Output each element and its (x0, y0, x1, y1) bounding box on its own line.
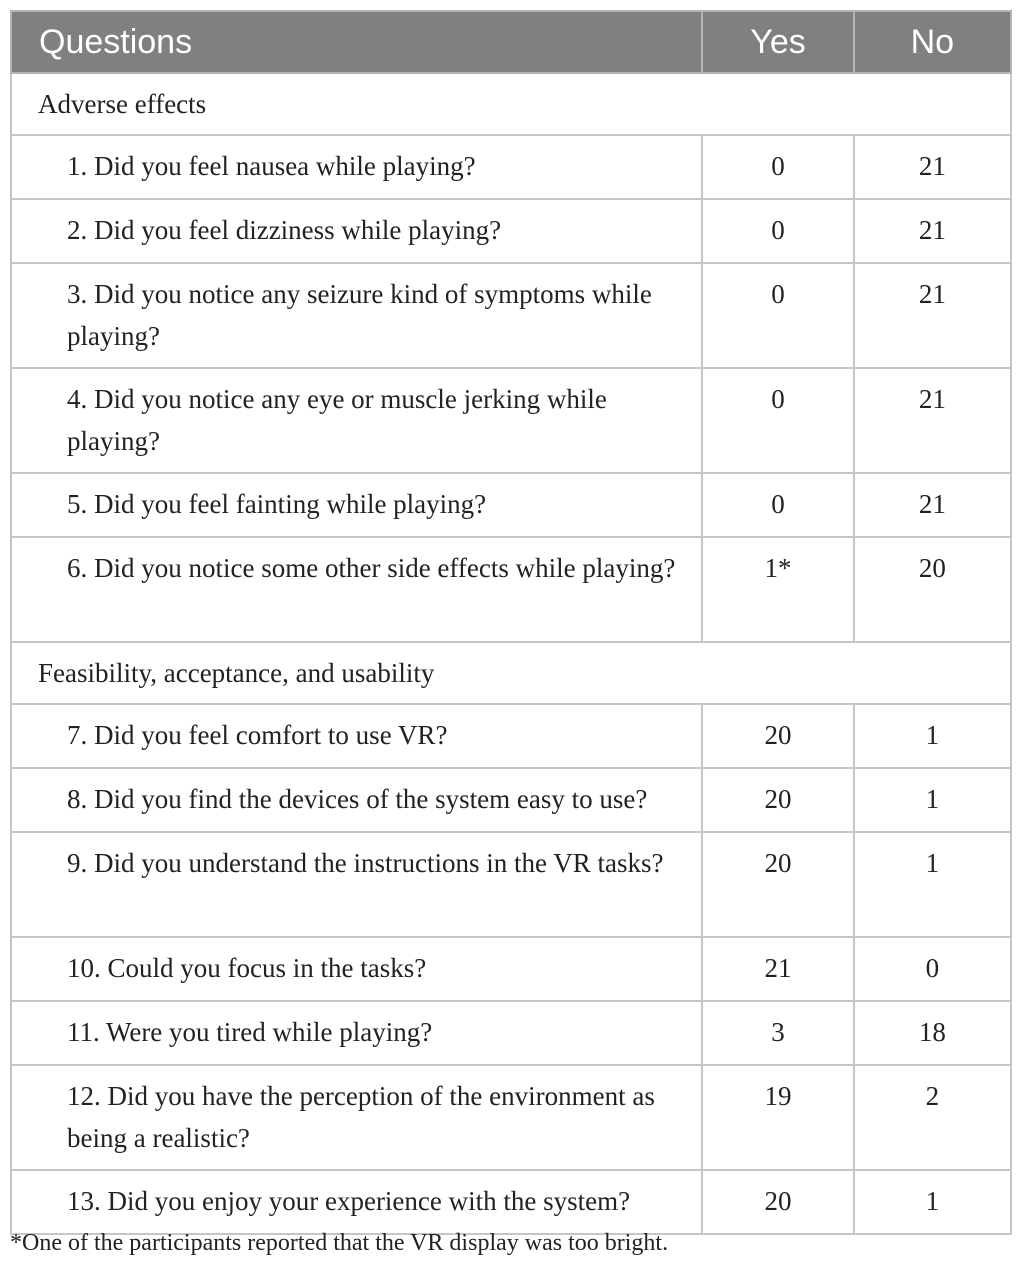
section-title: Adverse effects (11, 73, 1011, 135)
header-questions: Questions (11, 11, 702, 73)
header-no: No (854, 11, 1011, 73)
no-count-cell: 1 (854, 768, 1011, 832)
table-row (11, 473, 1011, 537)
question-cell: 10. Could you focus in the tasks? (11, 937, 702, 1001)
question-cell: 1. Did you feel nausea while playing? (11, 135, 702, 199)
yes-count-cell: 19 (702, 1065, 853, 1170)
no-count-cell: 21 (854, 135, 1011, 199)
question-cell: 8. Did you find the devices of the system easy to use? (11, 768, 702, 832)
table-row (11, 1001, 1011, 1065)
table-header-row (11, 11, 1011, 73)
yes-count-cell: 1* (702, 537, 853, 642)
yes-count-cell: 20 (702, 768, 853, 832)
question-cell: 12. Did you have the perception of the environment as being a realistic? (11, 1065, 702, 1170)
question-cell: 13. Did you enjoy your experience with the system? (11, 1170, 702, 1234)
table-row (11, 704, 1011, 768)
question-cell: 3. Did you notice any seizure kind of symptoms while playing? (11, 263, 702, 368)
question-cell: 9. Did you understand the instructions in the VR tasks? (11, 832, 702, 937)
yes-count-cell: 20 (702, 1170, 853, 1234)
yes-count-cell: 0 (702, 135, 853, 199)
section-header-adverse-effects (11, 73, 1011, 135)
header-yes: Yes (702, 11, 853, 73)
no-count-cell: 1 (854, 1170, 1011, 1234)
yes-count-cell: 20 (702, 704, 853, 768)
table-row (11, 1065, 1011, 1170)
section-header-feasibility (11, 642, 1011, 704)
question-cell: 6. Did you notice some other side effects while playing? (11, 537, 702, 642)
table-row (11, 768, 1011, 832)
section-title: Feasibility, acceptance, and usability (11, 642, 1011, 704)
no-count-cell: 21 (854, 199, 1011, 263)
table-row (11, 1170, 1011, 1234)
question-cell: 2. Did you feel dizziness while playing? (11, 199, 702, 263)
table-footnote: *One of the participants reported that the VR display was too bright. (10, 1230, 669, 1256)
no-count-cell: 0 (854, 937, 1011, 1001)
table-row (11, 537, 1011, 642)
table-row (11, 832, 1011, 937)
table-row (11, 263, 1011, 368)
yes-count-cell: 0 (702, 473, 853, 537)
no-count-cell: 20 (854, 537, 1011, 642)
no-count-cell: 1 (854, 832, 1011, 937)
yes-count-cell: 20 (702, 832, 853, 937)
yes-count-cell: 0 (702, 199, 853, 263)
question-cell: 4. Did you notice any eye or muscle jerking while playing? (11, 368, 702, 473)
no-count-cell: 21 (854, 263, 1011, 368)
no-count-cell: 21 (854, 473, 1011, 537)
table-row (11, 199, 1011, 263)
question-cell: 11. Were you tired while playing? (11, 1001, 702, 1065)
yes-count-cell: 3 (702, 1001, 853, 1065)
survey-results-table (10, 10, 1012, 1235)
yes-count-cell: 21 (702, 937, 853, 1001)
yes-count-cell: 0 (702, 368, 853, 473)
no-count-cell: 21 (854, 368, 1011, 473)
no-count-cell: 1 (854, 704, 1011, 768)
table-row (11, 937, 1011, 1001)
question-cell: 7. Did you feel comfort to use VR? (11, 704, 702, 768)
yes-count-cell: 0 (702, 263, 853, 368)
table-row (11, 368, 1011, 473)
question-cell: 5. Did you feel fainting while playing? (11, 473, 702, 537)
no-count-cell: 18 (854, 1001, 1011, 1065)
table-row (11, 135, 1011, 199)
no-count-cell: 2 (854, 1065, 1011, 1170)
